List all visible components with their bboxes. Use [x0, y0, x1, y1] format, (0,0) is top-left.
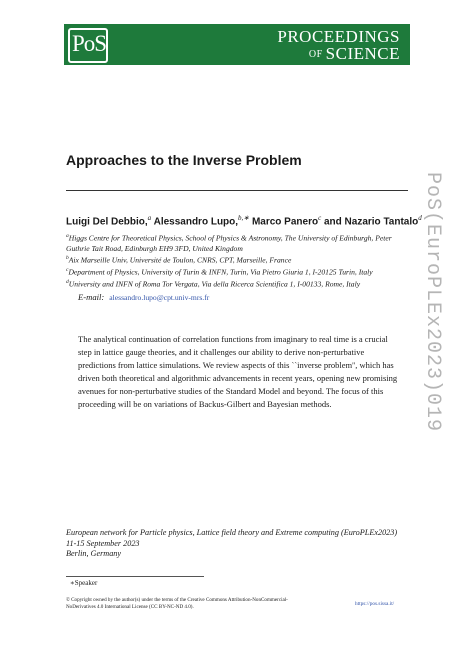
affiliation-text: Aix Marseille Univ, Université de Toulon, CNRS, CPT, Marseille, France	[68, 255, 292, 265]
email-link[interactable]: alessandro.lupo@cpt.univ-mrs.fr	[109, 293, 210, 302]
conference-dates: 11-15 September 2023	[66, 538, 140, 548]
brand-science: SCIENCE	[325, 44, 400, 63]
speaker-footnote: ∗Speaker	[70, 579, 98, 587]
author-sup: a	[147, 214, 152, 222]
conference-location: Berlin, Germany	[66, 549, 122, 559]
pos-url[interactable]: https://pos.sissa.it/	[355, 601, 395, 607]
email-label: E-mail:	[78, 292, 105, 302]
abstract: The analytical continuation of correlation functions from imaginary to real time is a crucial step in lattice gauge theories, and it challenges our ability to derive non-perturbative predictions from lattice simulations. We review aspects of this ``inverse problem'', which has driven both theoretical and algorithmic advancements in recent years, opening new promising avenues for non-perturbative studies of the Standard Model and beyond. The focus of this proceeding will be on variations of Backus-Gilbert and Bayesian methods.	[78, 334, 398, 409]
author-list	[66, 214, 422, 227]
side-stamp	[418, 168, 454, 588]
author-sup: b,∗	[238, 214, 250, 222]
author-name: Alessandro Lupo,	[153, 216, 239, 228]
proceedings-banner	[112, 24, 410, 65]
affiliation	[66, 253, 416, 266]
author-name: Luigi Del Debbio,	[66, 216, 148, 228]
affiliation-sup: c	[66, 267, 69, 273]
affiliation-text: University and INFN of Roma Tor Vergata, Via della Ricerca Scientifica 1, I-00133, Rome, Italy	[68, 279, 361, 289]
title-rule	[66, 190, 408, 191]
affiliation-sup: a	[66, 233, 69, 239]
affiliation	[66, 265, 416, 278]
affiliation	[66, 231, 416, 254]
pos-logo	[64, 24, 112, 65]
conference-info	[66, 528, 426, 560]
affiliation	[66, 277, 416, 290]
brand-line2	[309, 44, 400, 64]
author-sup: c	[318, 214, 322, 222]
affiliation-text: Department of Physics, University of Turin & INFN, Turin, Via Pietro Giuria 1, I-20125 Turin, Italy	[68, 267, 373, 277]
footnote-rule	[66, 576, 204, 577]
conference-name: European network for Particle physics, Lattice field theory and Extreme computing (EuroPLEx2023)	[66, 528, 398, 537]
affiliation-sup: b	[66, 255, 69, 261]
copyright-notice: © Copyright owned by the author(s) under the terms of the Creative Commons Attribution-NonCommercial-NoDerivatives 4.0 International License (CC BY-NC-ND 4.0).	[66, 597, 288, 610]
affiliation-text: Higgs Centre for Theoretical Physics, School of Physics & Astronomy, The University of Edinburgh, Peter Guthrie Tait Road, Edinburgh EH9 3FD, United Kingdom	[66, 233, 392, 253]
author-sup: d	[418, 214, 422, 222]
side-stamp-text: PoS(EuroPLEx2023)019	[421, 172, 444, 433]
affiliation-sup: d	[66, 279, 69, 285]
author-name: and Nazario Tantalo	[323, 216, 419, 228]
brand-line1: PROCEEDINGS	[277, 27, 400, 46]
paper-title: Approaches to the Inverse Problem	[66, 152, 302, 168]
logo-text: PoS	[72, 31, 107, 56]
brand-of: OF	[308, 49, 323, 60]
author-name: Marco Panero	[251, 216, 319, 228]
email-line	[78, 292, 209, 302]
